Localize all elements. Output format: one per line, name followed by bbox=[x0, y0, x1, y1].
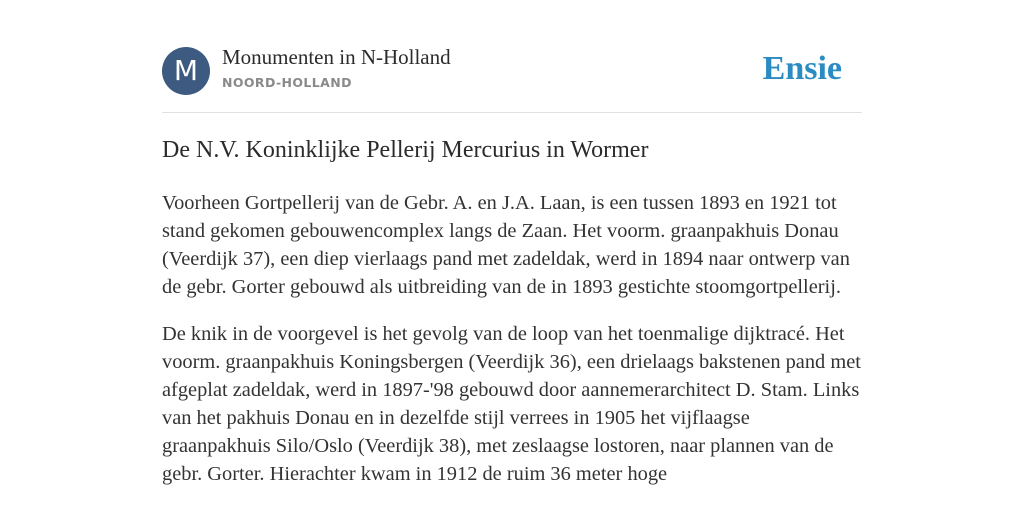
brand-logo[interactable]: Ensie bbox=[762, 50, 842, 87]
collection-subtitle[interactable]: NOORD-HOLLAND bbox=[222, 75, 352, 90]
article-paragraph: Voorheen Gortpellerij van de Gebr. A. en J.A. Laan, is een tussen 1893 en 1921 tot stand gekomen gebouwencomplex langs de Zaan. Het voorm. graanpakhuis Donau (Veerdijk 37), een diep vierlaags pand met zadeldak, werd in 1894 naar ontwerp van de gebr. Gorter gebouwd als uitbreiding van de in 1893 gestichte stoomgortpellerij. bbox=[162, 192, 850, 298]
article-paragraph: De knik in de voorgevel is het gevolg van de loop van het toenmalige dijktracé. Het voorm. graanpakhuis Koningsbergen (Veerdijk 36), een drielaags bakstenen pand met afgeplat zadeldak, werd in 1897-'98 gebouwd door aannemerarchitect D. Stam. Links van het pakhuis Donau en in dezelfde stijl verrees in 1905 het vijflaagse graanpakhuis Silo/Oslo (Veerdijk 38), met zeslaagse lostoren, naar plannen van de gebr. Gorter. Hierachter kwam in 1912 de ruim 36 meter hoge bbox=[162, 323, 861, 485]
article-title: De N.V. Koninklijke Pellerij Mercurius in Wormer bbox=[162, 137, 649, 163]
header bbox=[162, 0, 862, 113]
content-container bbox=[162, 0, 862, 485]
article-body bbox=[162, 189, 862, 507]
collection-title[interactable]: Monumenten in N-Holland bbox=[222, 45, 451, 69]
collection-avatar[interactable]: M bbox=[162, 47, 210, 95]
